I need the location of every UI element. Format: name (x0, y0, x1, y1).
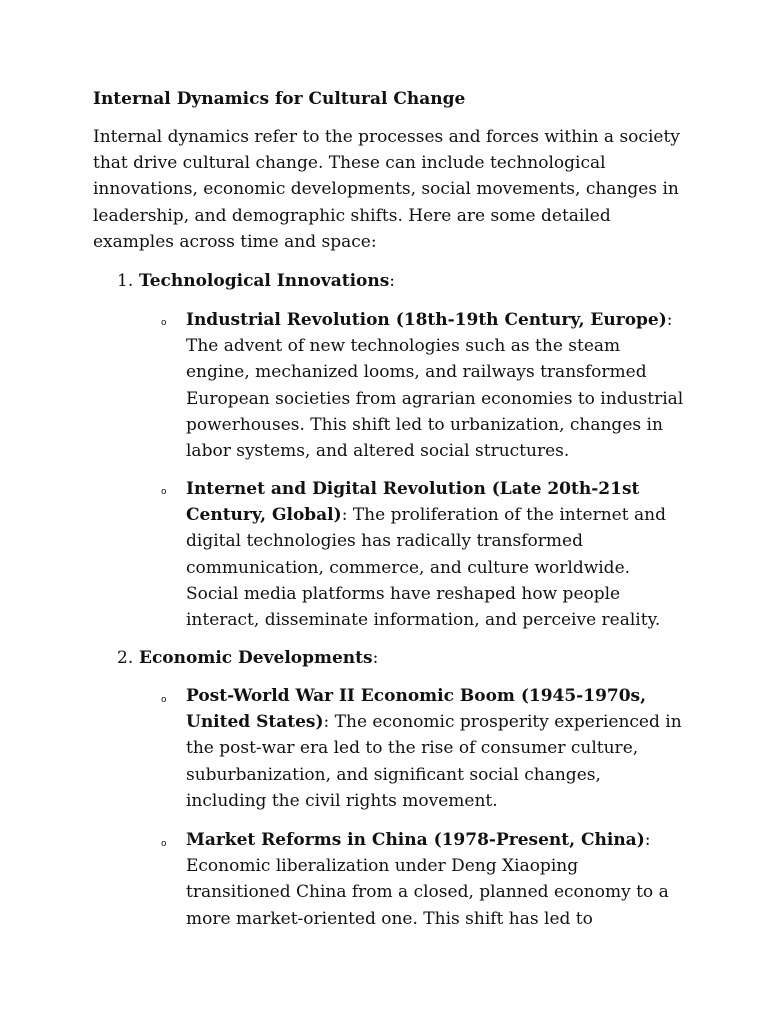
section-number: 2. (117, 648, 134, 668)
bullet-circle-icon: o (161, 695, 167, 705)
list-item-market-reforms-china (186, 827, 686, 932)
item-text: : The economic prosperity experienced in the post-war era led to the rise of consumer culture, suburbanization, and significant social changes, including the civil rights movement. (186, 712, 682, 811)
list-item-post-war-economic-boom (186, 683, 686, 814)
section-title: Economic Developments (139, 648, 373, 668)
section-number: 1. (117, 271, 134, 291)
section-colon: : (389, 271, 396, 291)
bullet-circle-icon: o (161, 318, 167, 328)
intro-paragraph: Internal dynamics refer to the processes and forces within a society that drive cultural change. These can include technological innovations, economic developments, social movements, changes in leadership, and demographic shifts. Here are some detailed examples across time and space: (93, 127, 680, 252)
bullet-circle-icon: o (161, 839, 167, 849)
section-heading-economic-developments (117, 645, 378, 671)
section-title: Technological Innovations (139, 271, 390, 291)
item-title: Internet and Digital Revolution (Late 20th-21st Century, Global) (186, 479, 640, 526)
section-colon: : (372, 648, 379, 668)
item-text: : Economic liberalization under Deng Xiaoping transitioned China from a closed, planned economy to a more market-oriented one. This shift has led to (186, 830, 669, 929)
item-text: : The proliferation of the internet and digital technologies has radically transformed communication, commerce, and culture worldwide. Social media platforms have reshaped how people interact, disseminate information, and perceive reality. (186, 505, 666, 631)
item-title: Post-World War II Economic Boom (1945-1970s, United States) (186, 686, 647, 733)
item-text: : The advent of new technologies such as the steam engine, mechanized looms, and railways transformed European societies from agrarian economies to industrial powerhouses. This shift led to urbanization, changes in labor systems, and altered social structures. (186, 310, 684, 462)
item-title: Market Reforms in China (1978-Present, China) (186, 830, 645, 850)
list-item-industrial-revolution (186, 307, 686, 464)
section-heading-technological-innovations (117, 268, 395, 294)
list-item-internet-digital-revolution (186, 476, 686, 633)
bullet-circle-icon: o (161, 487, 167, 497)
page-title: Internal Dynamics for Cultural Change (93, 89, 466, 109)
item-title: Industrial Revolution (18th-19th Century, Europe) (186, 310, 667, 330)
